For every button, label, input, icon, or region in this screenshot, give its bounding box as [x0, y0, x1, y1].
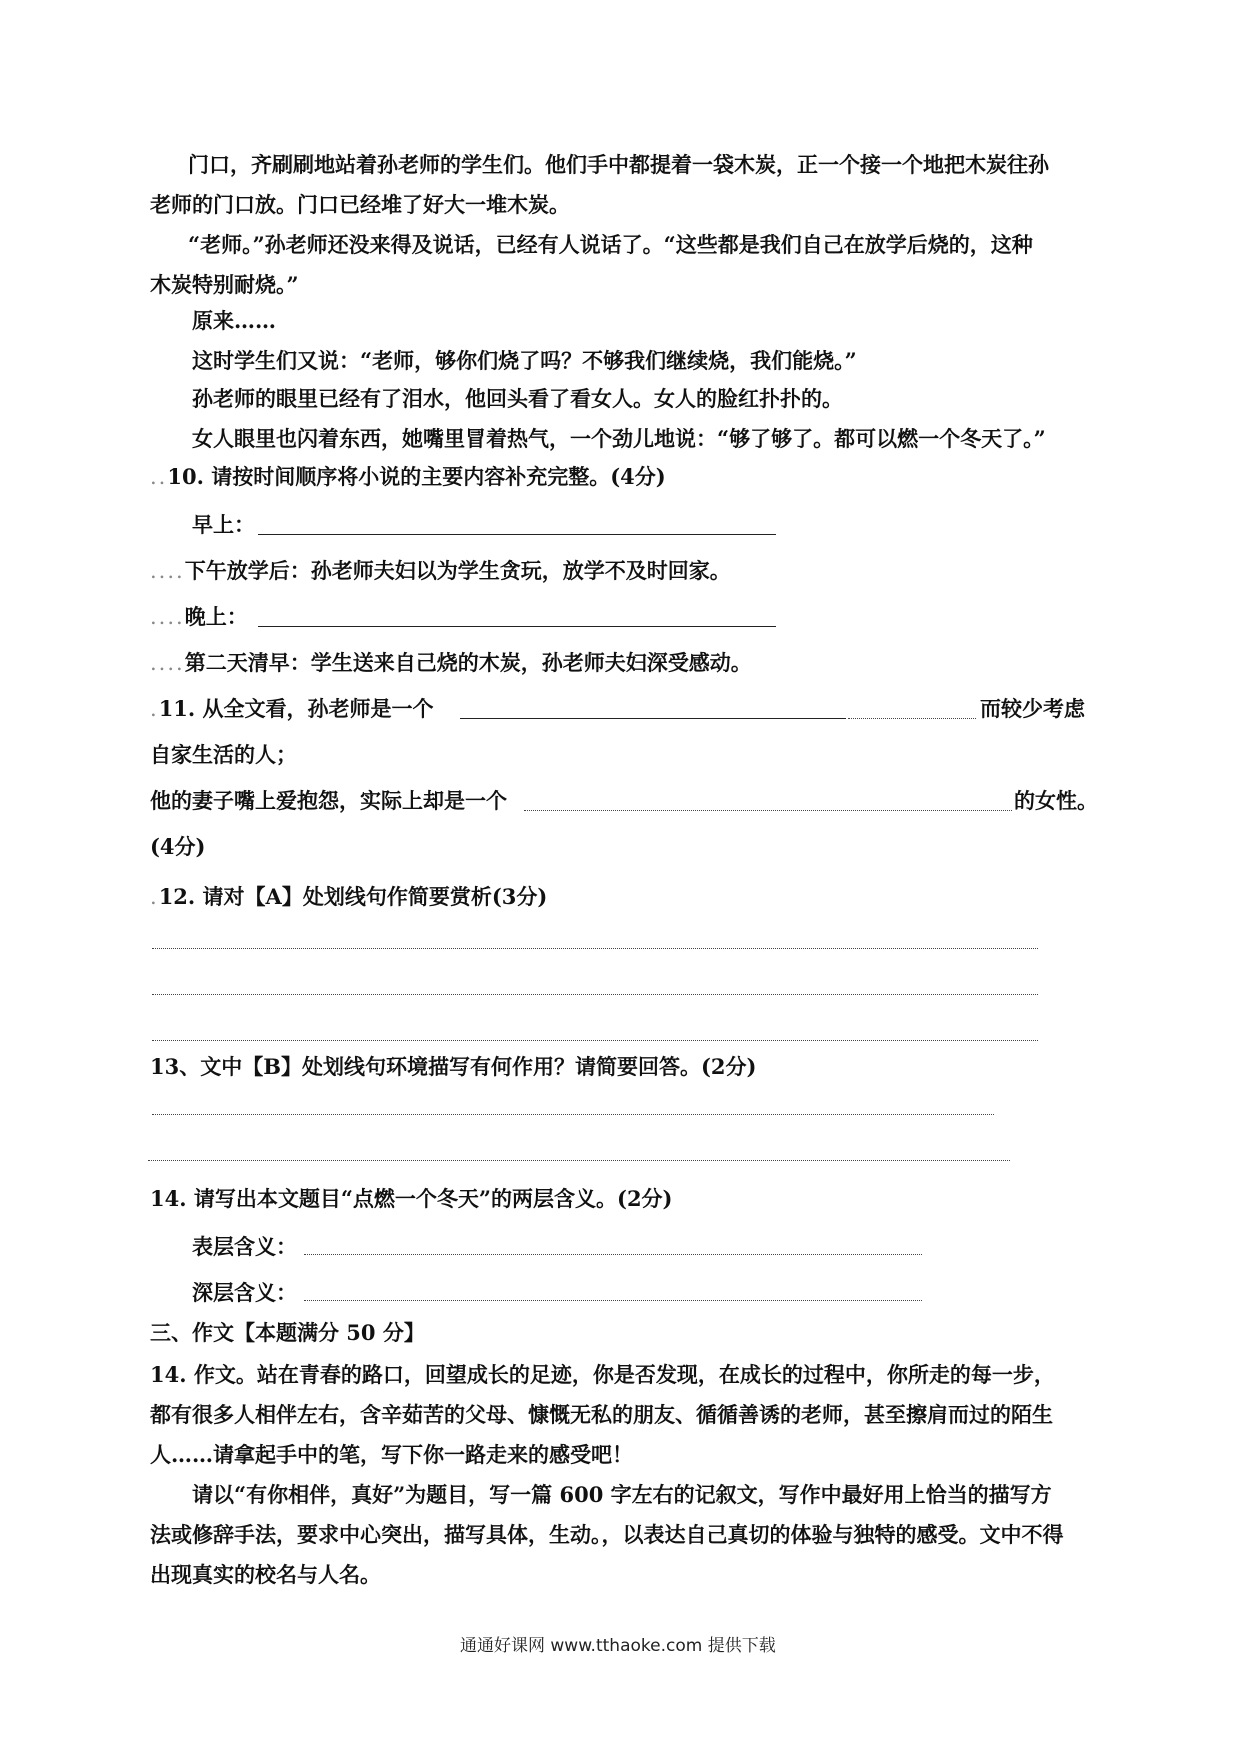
passage-line: 原来……: [192, 308, 276, 333]
passage-line: 门口，齐刷刷地站着孙老师的学生们。他们手中都提着一袋木炭，正一个接一个地把木炭往孙: [188, 152, 1049, 177]
q10-evening-label: ....晚上：: [150, 604, 248, 629]
q12-answer-line[interactable]: [152, 994, 1038, 995]
passage-line: “老师。”孙老师还没来得及说话，已经有人说话了。“这些都是我们自己在放学后烧的，这种: [188, 232, 1033, 257]
q14-deep-label: 深层含义：: [192, 1280, 297, 1305]
q13-prompt: 13、文中【B】处划线句环境描写有何作用？请简要回答。(2分): [150, 1054, 757, 1079]
q11-part1-end: 而较少考虑: [980, 696, 1085, 721]
q10-afternoon: ....下午放学后：孙老师夫妇以为学生贪玩，放学不及时回家。: [150, 558, 731, 583]
composition-line: 都有很多人相伴左右，含辛茹苦的父母、慷慨无私的朋友、循循善诱的老师，甚至擦肩而过的陌生: [150, 1402, 1053, 1427]
passage-line: 女人眼里也闪着东西，她嘴里冒着热气，一个劲儿地说：“够了够了。都可以燃一个冬天了。”: [192, 426, 1046, 451]
q11-part2: 自家生活的人；: [150, 742, 297, 767]
q11-score: (4分): [150, 834, 206, 859]
q14-surface-answer-line[interactable]: [304, 1254, 922, 1255]
composition-line: 请以“有你相伴，真好”为题目，写一篇 600 字左右的记叙文，写作中最好用上恰当的描写方: [192, 1482, 1052, 1507]
q10-next-day: ....第二天清早：学生送来自己烧的木炭，孙老师夫妇深受感动。: [150, 650, 752, 675]
q14-surface-label: 表层含义：: [192, 1234, 297, 1259]
q14-deep-answer-line[interactable]: [304, 1300, 922, 1301]
q11-answer-line-1[interactable]: [460, 718, 846, 719]
q12-prompt: .12. 请对【A】处划线句作简要赏析(3分): [150, 884, 548, 909]
q10-prompt: ..10. 请按时间顺序将小说的主要内容补充完整。(4分): [150, 464, 666, 489]
q11-part3: 他的妻子嘴上爱抱怨，实际上却是一个: [150, 788, 507, 813]
q10-evening-answer-line[interactable]: [258, 626, 776, 627]
q11-answer-line-1-ext[interactable]: [848, 718, 976, 719]
passage-line: 木炭特别耐烧。”: [150, 272, 299, 297]
q10-morning-answer-line[interactable]: [258, 534, 776, 535]
q12-answer-line[interactable]: [152, 1040, 1038, 1041]
q13-answer-line[interactable]: [152, 1114, 994, 1115]
passage-line: 这时学生们又说：“老师，够你们烧了吗？不够我们继续烧，我们能烧。”: [192, 348, 857, 373]
q13-answer-line[interactable]: [148, 1160, 1010, 1161]
footer-source: 通通好课网 www.tthaoke.com 提供下载: [460, 1636, 776, 1656]
q11-answer-line-2[interactable]: [524, 810, 1012, 811]
q12-answer-line[interactable]: [152, 948, 1038, 949]
q10-morning-label: 早上：: [192, 512, 255, 537]
q11-part3-end: 的女性。: [1014, 788, 1098, 813]
passage-line: 老师的门口放。门口已经堆了好大一堆木炭。: [150, 192, 570, 217]
passage-line: 孙老师的眼里已经有了泪水，他回头看了看女人。女人的脸红扑扑的。: [192, 386, 843, 411]
composition-line: 人……请拿起手中的笔，写下你一路走来的感受吧！: [150, 1442, 633, 1467]
q11-part1: .11. 从全文看，孙老师是一个: [150, 696, 434, 721]
composition-heading: 三、作文【本题满分 50 分】: [150, 1320, 425, 1345]
q14-prompt: 14. 请写出本文题目“点燃一个冬天”的两层含义。(2分): [150, 1186, 673, 1211]
composition-line: 出现真实的校名与人名。: [150, 1562, 381, 1587]
composition-line: 14. 作文。站在青春的路口，回望成长的足迹，你是否发现，在成长的过程中，你所走的每一步，: [150, 1362, 1055, 1387]
composition-line: 法或修辞手法，要求中心突出，描写具体，生动。，以表达自己真切的体验与独特的感受。文中不得: [150, 1522, 1064, 1547]
